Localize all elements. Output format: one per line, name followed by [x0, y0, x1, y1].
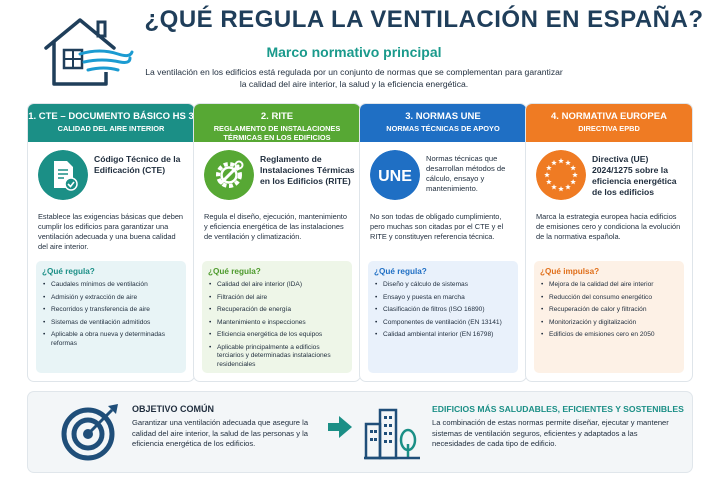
list-item: • Monitorización y digitalización: [540, 319, 678, 328]
card-scope-box: [36, 261, 186, 373]
card-box-title: ¿Qué regula?: [208, 267, 261, 276]
house-ventilation-icon: [40, 14, 136, 88]
card-box-title: ¿Qué regula?: [42, 267, 95, 276]
list-item: • Componentes de ventilación (EN 13141): [374, 319, 512, 328]
page-title: ¿QUÉ REGULA LA VENTILACIÓN EN ESPAÑA?: [144, 6, 704, 33]
card-description: No son todas de obligado cumplimiento, pero muchas son citadas por el CTE y el RITE y constituyen referencia técnica.: [370, 212, 504, 241]
list-item: • Aplicable principalmente a edificios terciarios y determinadas instalaciones residenciales: [208, 344, 346, 370]
list-item: • Recorridos y transferencia de aire: [42, 306, 180, 315]
une-logo-text: UNE: [378, 168, 412, 185]
list-item: • Reducción del consumo energético: [540, 294, 678, 303]
objective-text: Garantizar una ventilación adecuada que asegure la calidad del aire interior, la salud de las personas y la eficiencia energética de los edificios.: [132, 418, 309, 448]
result-text: La combinación de estas normas permite diseñar, ejecutar y mantener sistemas de ventilación seguros, eficientes y adaptados a las necesidades de cada tipo de edificio.: [432, 418, 669, 448]
list-item: • Edificios de emisiones cero en 2050: [540, 331, 678, 340]
card-description: Marca la estrategia europea hacia edificios de emisiones cero y condiciona la evolución de la normativa española.: [536, 212, 681, 241]
intro-text: La ventilación en los edificios está regulada por un conjunto de normas que se complementan para garantizar la calidad del aire interior, la salud y la eficiencia energética.: [145, 67, 563, 89]
card-scope-box: [534, 261, 684, 373]
document-check-icon: [38, 150, 88, 200]
card-description: Regula el diseño, ejecución, mantenimiento y eficiencia energética de las instalaciones de ventilación y climatización.: [204, 212, 347, 241]
card-header: [28, 104, 194, 142]
bottom-summary: [28, 392, 692, 472]
header: [0, 0, 719, 100]
card-subheading: NORMAS TÉCNICAS DE APOYO: [386, 124, 500, 133]
list-item: • Clasificación de filtros (ISO 16890): [374, 306, 512, 315]
card-box-title: ¿Qué impulsa?: [540, 267, 600, 276]
card-norm-name: Código Técnico de la Edificación (CTE): [94, 154, 181, 175]
card-rite: [194, 104, 360, 381]
card-epbd: [526, 104, 692, 381]
card-subheading: CALIDAD DEL AIRE INTERIOR: [57, 124, 165, 133]
card-norm-name: Directiva (UE) 2024/1275 sobre la eficiencia energética de los edificios: [592, 154, 677, 197]
page-subtitle: Marco normativo principal: [266, 44, 442, 60]
list-item: • Eficiencia energética de los equipos: [208, 331, 346, 340]
card-heading: 1. CTE – DOCUMENTO BÁSICO HS 3: [28, 111, 194, 122]
card-heading: 2. RITE: [260, 111, 294, 122]
list-item: • Recuperación de calor y filtración: [540, 306, 678, 315]
list-item: • Admisión y extracción de aire: [42, 294, 180, 303]
card-norm-name: Normas técnicas que desarrollan métodos de cálculo, ensayo y mantenimiento.: [426, 154, 506, 193]
card-une: [360, 104, 526, 381]
card-box-title: ¿Qué regula?: [374, 267, 427, 276]
card-heading: 3. NORMAS UNE: [405, 111, 481, 122]
list-item: • Ensayo y puesta en marcha: [374, 294, 512, 303]
card-scope-box: [368, 261, 518, 373]
card-scope-list: [208, 281, 346, 369]
list-item: • Aplicable a obra nueva y determinadas reformas: [42, 331, 180, 348]
list-item: • Mantenimiento e inspecciones: [208, 319, 346, 328]
une-logo-icon: [370, 150, 420, 200]
card-description: Establece las exigencias básicas que deben cumplir los edificios para garantizar una ventilación adecuada y una buena calidad del aire interior.: [38, 212, 184, 251]
card-scope-box: [202, 261, 352, 373]
list-item: • Diseño y cálculo de sistemas: [374, 281, 512, 290]
card-header: [194, 104, 360, 142]
list-item: • Recuperación de energía: [208, 306, 346, 315]
eu-flag-icon: [536, 150, 586, 200]
card-scope-list: [374, 281, 512, 340]
list-item: • Mejora de la calidad del aire interior: [540, 281, 678, 290]
gear-wrench-icon: [204, 150, 254, 200]
objective-title: OBJETIVO COMÚN: [132, 404, 215, 414]
card-header: [360, 104, 526, 142]
list-item: • Calidad ambiental interior (EN 16798): [374, 331, 512, 340]
list-item: • Calidad del aire interior (IDA): [208, 281, 346, 290]
list-item: • Sistemas de ventilación admitidos: [42, 319, 180, 328]
list-item: • Filtración del aire: [208, 294, 346, 303]
card-heading: 4. NORMATIVA EUROPEA: [551, 111, 667, 122]
card-scope-list: [42, 281, 180, 348]
buildings-tree-icon: [362, 402, 422, 462]
arrow-right-icon: [328, 414, 352, 440]
card-norm-name: Reglamento de Instalaciones Térmicas en los Edificios (RITE): [260, 154, 355, 186]
card-header: [526, 104, 692, 142]
target-arrow-icon: [58, 400, 122, 464]
card-subheading: REGLAMENTO DE INSTALACIONES TÉRMICAS EN LOS EDIFICIOS: [213, 124, 341, 142]
list-item: • Caudales mínimos de ventilación: [42, 281, 180, 290]
result-title: EDIFICIOS MÁS SALUDABLES, EFICIENTES Y SOSTENIBLES: [432, 404, 684, 414]
card-cte: [28, 104, 194, 381]
card-scope-list: [540, 281, 678, 340]
card-subheading: DIRECTIVA EPBD: [578, 124, 640, 133]
